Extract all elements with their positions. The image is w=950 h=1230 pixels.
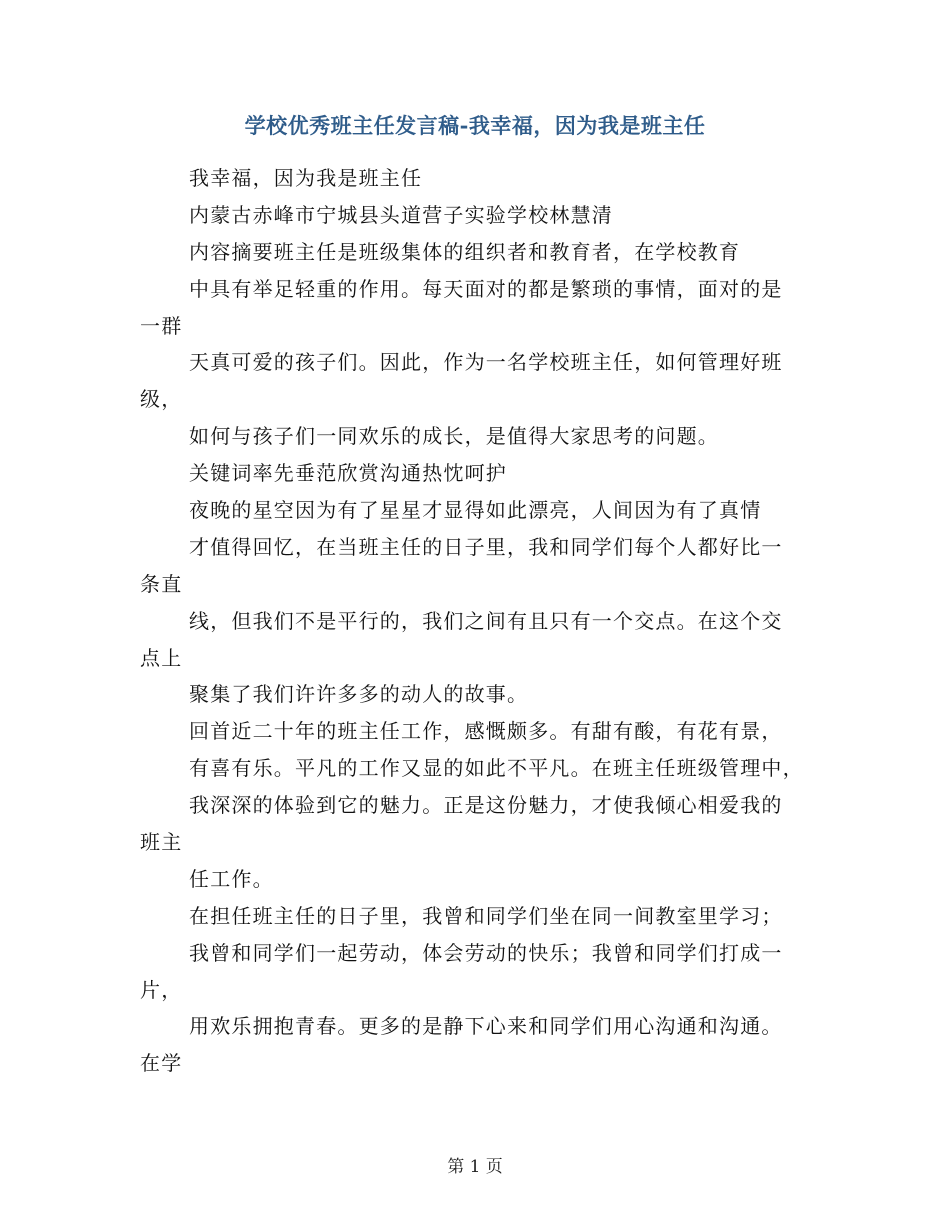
body-line: 班主	[140, 830, 183, 855]
body-line: 才值得回忆，在当班主任的日子里，我和同学们每个人都好比一	[189, 534, 783, 559]
body-line: 级，	[140, 387, 183, 412]
body-line: 聚集了我们许许多多的动人的故事。	[189, 682, 529, 707]
body-line: 天真可爱的孩子们。因此，作为一名学校班主任，如何管理好班	[189, 350, 783, 375]
body-line: 我曾和同学们一起劳动，体会劳动的快乐；我曾和同学们打成一	[189, 940, 783, 965]
body-line: 一群	[140, 313, 183, 338]
body-line: 在担任班主任的日子里，我曾和同学们坐在同一间教室里学习；	[189, 903, 783, 928]
document-title: 学校优秀班主任发言稿-我幸福，因为我是班主任	[244, 113, 706, 138]
body-line: 中具有举足轻重的作用。每天面对的都是繁琐的事情，面对的是	[189, 276, 783, 301]
body-line: 线，但我们不是平行的，我们之间有且只有一个交点。在这个交	[189, 608, 783, 633]
body-line: 片，	[140, 977, 183, 1002]
body-line: 条直	[140, 571, 183, 596]
body-line: 关键词率先垂范欣赏沟通热忱呵护	[189, 461, 507, 486]
body-line: 内蒙古赤峰市宁城县头道营子实验学校林慧清	[189, 202, 613, 227]
page-number: 第 1 页	[447, 1157, 503, 1177]
document-body	[140, 160, 820, 1082]
body-line: 有喜有乐。平凡的工作又显的如此不平凡。在班主任班级管理中，	[189, 756, 804, 781]
body-line: 用欢乐拥抱青春。更多的是静下心来和同学们用心沟通和沟通。	[189, 1014, 783, 1039]
body-line: 回首近二十年的班主任工作，感慨颇多。有甜有酸，有花有景，	[189, 719, 783, 744]
body-line: 夜晚的星空因为有了星星才显得如此漂亮，人间因为有了真情	[189, 498, 762, 523]
body-line: 任工作。	[189, 866, 274, 891]
body-line: 我幸福，因为我是班主任	[189, 166, 423, 190]
body-line: 我深深的体验到它的魅力。正是这份魅力，才使我倾心相爱我的	[189, 793, 783, 818]
body-line: 在学	[140, 1051, 183, 1076]
body-line: 如何与孩子们一同欢乐的成长，是值得大家思考的问题。	[189, 424, 719, 449]
body-line: 点上	[140, 645, 183, 670]
body-line: 内容摘要班主任是班级集体的组织者和教育者，在学校教育	[189, 239, 741, 264]
